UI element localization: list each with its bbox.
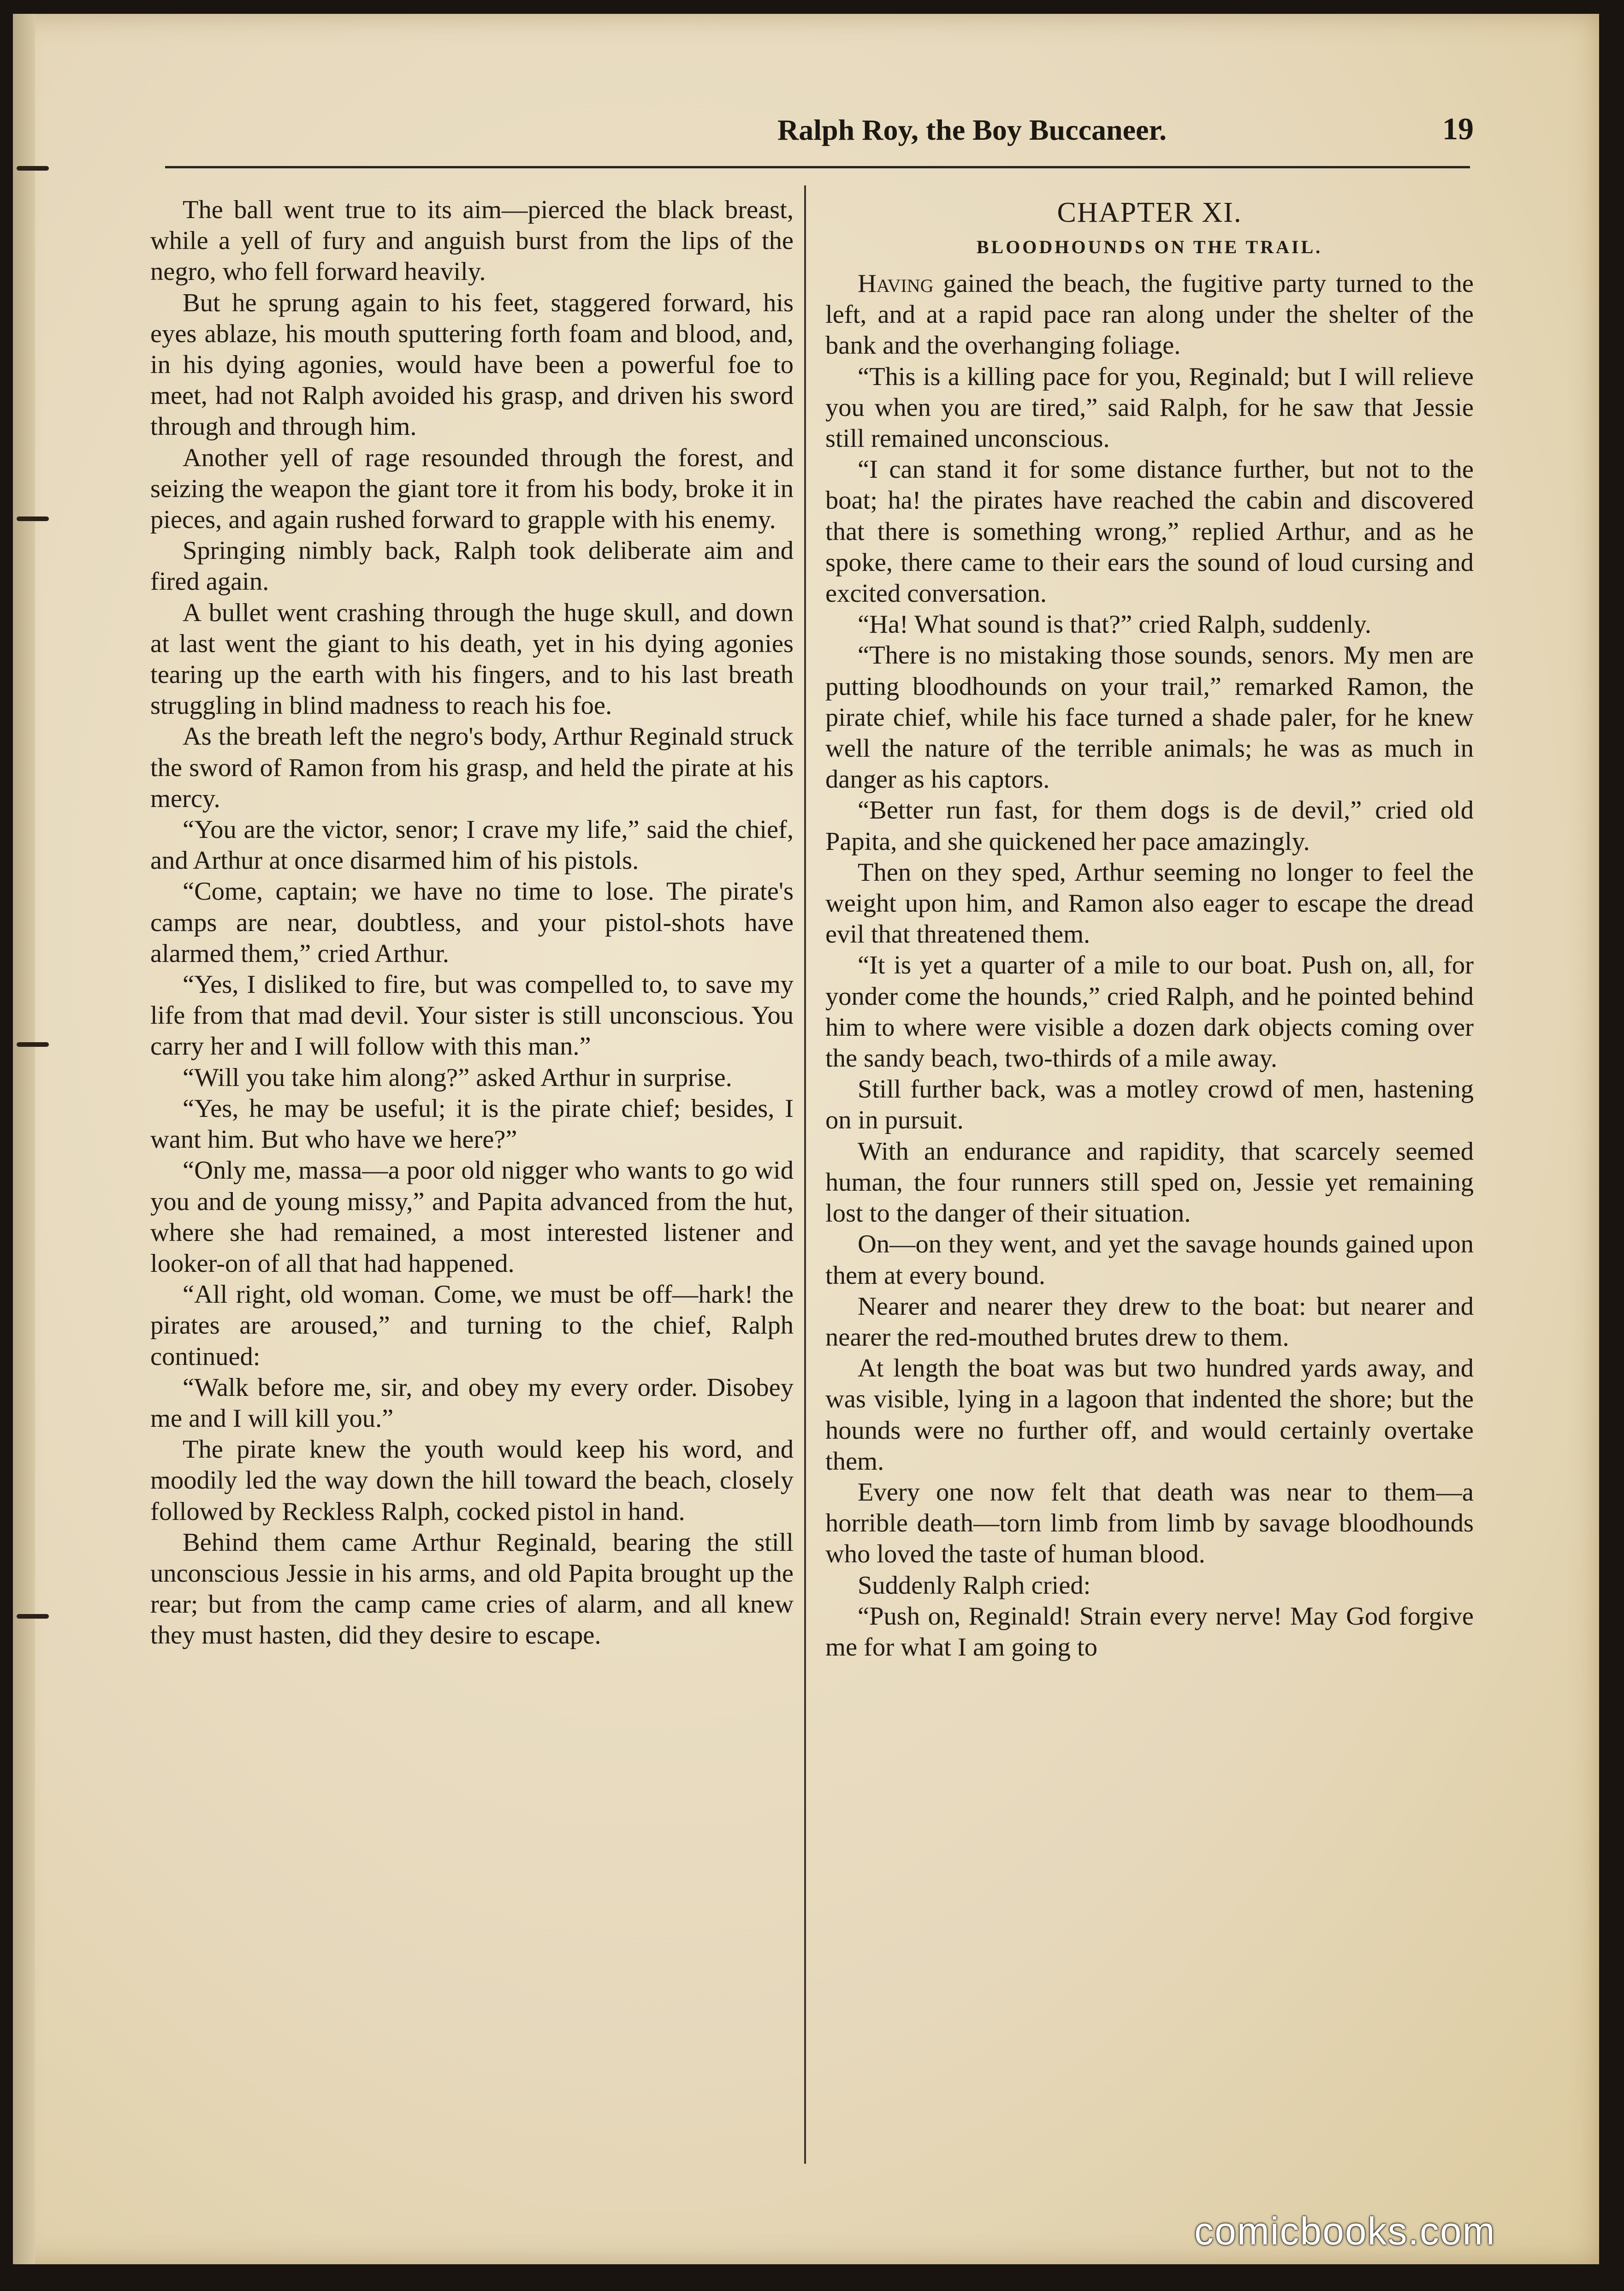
paragraph: “This is a killing pace for you, Reginald; but I will relieve you when you are tired,” said Ralph, for he saw that Jessie still remained unconscious. [825,362,1474,453]
paragraph: “You are the victor, senor; I crave my life,” said the chief, and Arthur at once disarmed him of his pistols. [150,815,794,875]
paragraph: The ball went true to its aim—pierced the black breast, while a yell of fury and anguish burst from the lips of the negro, who fell forward heavily. [150,196,794,286]
binding-stitch [17,1042,49,1047]
paragraph: “Better run fast, for them dogs is de devil,” cried old Papita, and she quickened her pace amazingly. [825,796,1474,856]
paragraph: “Yes, I disliked to fire, but was compelled to, to save my life from that mad devil. Your sister is still unconscious. You carry her and I will follow with this man.” [150,970,794,1061]
paragraph: “Push on, Reginald! Strain every nerve! May God forgive me for what I am going to [825,1602,1474,1662]
scanned-page [13,14,1599,2264]
page-number: 19 [1442,111,1474,146]
paragraph: Every one now felt that death was near to them—a horrible death—torn limb from limb by savage bloodhounds who loved the taste of human blood. [825,1478,1474,1569]
paragraph: But he sprung again to his feet, staggered forward, his eyes ablaze, his mouth sputtering forth foam and blood, and, in his dying agonies, would have been a powerful foe to meet, had not Ralph avoided his grasp, and driven his sword through and through him. [150,288,794,441]
drop-word: Having [858,269,934,298]
paragraph: The pirate knew the youth would keep his word, and moodily led the way down the hill toward the beach, closely followed by Reckless Ralph, cocked pistol in hand. [150,1435,794,1526]
paragraph: “There is no mistaking those sounds, senors. My men are putting bloodhounds on your trail,” remarked Ramon, the pirate chief, while his face turned a shade paler, for he knew well the nature of the terrible animals; he was as much in danger as his captors. [825,641,1474,794]
paragraph: “Yes, he may be useful; it is the pirate chief; besides, I want him. But who have we here?” [150,1094,794,1154]
binding-stitch [17,166,49,171]
paragraph: “Walk before me, sir, and obey my every order. Disobey me and I will kill you.” [150,1373,794,1433]
paragraph: Suddenly Ralph cried: [858,1571,1091,1600]
paragraph: Springing nimbly back, Ralph took deliberate aim and fired again. [150,536,794,596]
paragraph: Still further back, was a motley crowd of men, hastening on in pursuit. [825,1075,1474,1135]
page-binding [13,14,35,2264]
chapter-heading: CHAPTER XI. [1057,197,1242,228]
binding-stitch [17,1614,49,1619]
running-title: Ralph Roy, the Boy Buccaneer. [777,113,1167,146]
paragraph: Another yell of rage resounded through the forest, and seizing the weapon the giant tore it from his body, broke it in pieces, and again rushed forward to grapple with his enemy. [150,443,794,534]
paragraph: “Will you take him along?” asked Arthur in surprise. [183,1063,732,1092]
paragraph [825,268,1474,362]
paragraph: Nearer and nearer they drew to the boat: but nearer and nearer the red-mouthed brutes drew to them. [825,1292,1474,1352]
watermark: comicbooks.com [1194,2209,1496,2253]
chapter-subheading: BLOODHOUNDS ON THE TRAIL. [976,237,1323,257]
paragraph: At length the boat was but two hundred yards away, and was visible, lying in a lagoon that indented the shore; but the hounds were no further off, and would certainly overtake them. [825,1354,1474,1476]
header-rule [165,166,1470,168]
paragraph: “I can stand it for some distance further, but not to the boat; ha! the pirates have reached the cabin and discovered that there is something wrong,” replied Arthur, and as he spoke, there came to their ears the sound of loud cursing and excited conversation. [825,455,1474,608]
left-column [150,195,794,1651]
right-column [825,195,1474,1663]
paragraph: As the breath left the negro's body, Arthur Reginald struck the sword of Ramon from his grasp, and held the pirate at his mercy. [150,722,794,813]
paragraph: “All right, old woman. Come, we must be off—hark! the pirates are aroused,” and turning to the chief, Ralph continued: [150,1280,794,1371]
binding-stitch [17,516,49,521]
paragraph: “Ha! What sound is that?” cried Ralph, suddenly. [858,610,1371,639]
paragraph: On—on they went, and yet the savage hounds gained upon them at every bound. [825,1230,1474,1290]
paragraph: Behind them came Arthur Reginald, bearing the still unconscious Jessie in his arms, and old Papita brought up the rear; but from the camp came cries of alarm, and all knew they must hasten, did they desire to escape. [150,1528,794,1650]
paragraph: Then on they sped, Arthur seeming no longer to feel the weight upon him, and Ramon also eager to escape the dread evil that threatened them. [825,858,1474,949]
paragraph: With an endurance and rapidity, that scarcely seemed human, the four runners still sped on, Jessie yet remaining lost to the danger of their situation. [825,1137,1474,1228]
paragraph: “Come, captain; we have no time to lose. The pirate's camps are near, doubtless, and your pistol-shots have alarmed them,” cried Arthur. [150,877,794,968]
column-divider [804,185,806,2164]
paragraph: A bullet went crashing through the huge skull, and down at last went the giant to his death, yet in his dying agonies tearing up the earth with his fingers, and to his last breath struggling in blind madness to reach his foe. [150,598,794,720]
paragraph: “It is yet a quarter of a mile to our boat. Push on, all, for yonder come the hounds,” cried Ralph, and he pointed behind him to where were visible a dozen dark objects coming over the sandy beach, two-thirds of a mile away. [825,951,1474,1073]
paragraph-text: gained the beach, the fugitive party turned to the left, and at a rapid pace ran along under the shelter of the bank and the overhanging foliage. [825,269,1474,360]
paragraph: “Only me, massa—a poor old nigger who wants to go wid you and de young missy,” and Papita advanced from the hut, where she had remained, a most interested listener and looker-on of all that had happened. [150,1156,794,1278]
